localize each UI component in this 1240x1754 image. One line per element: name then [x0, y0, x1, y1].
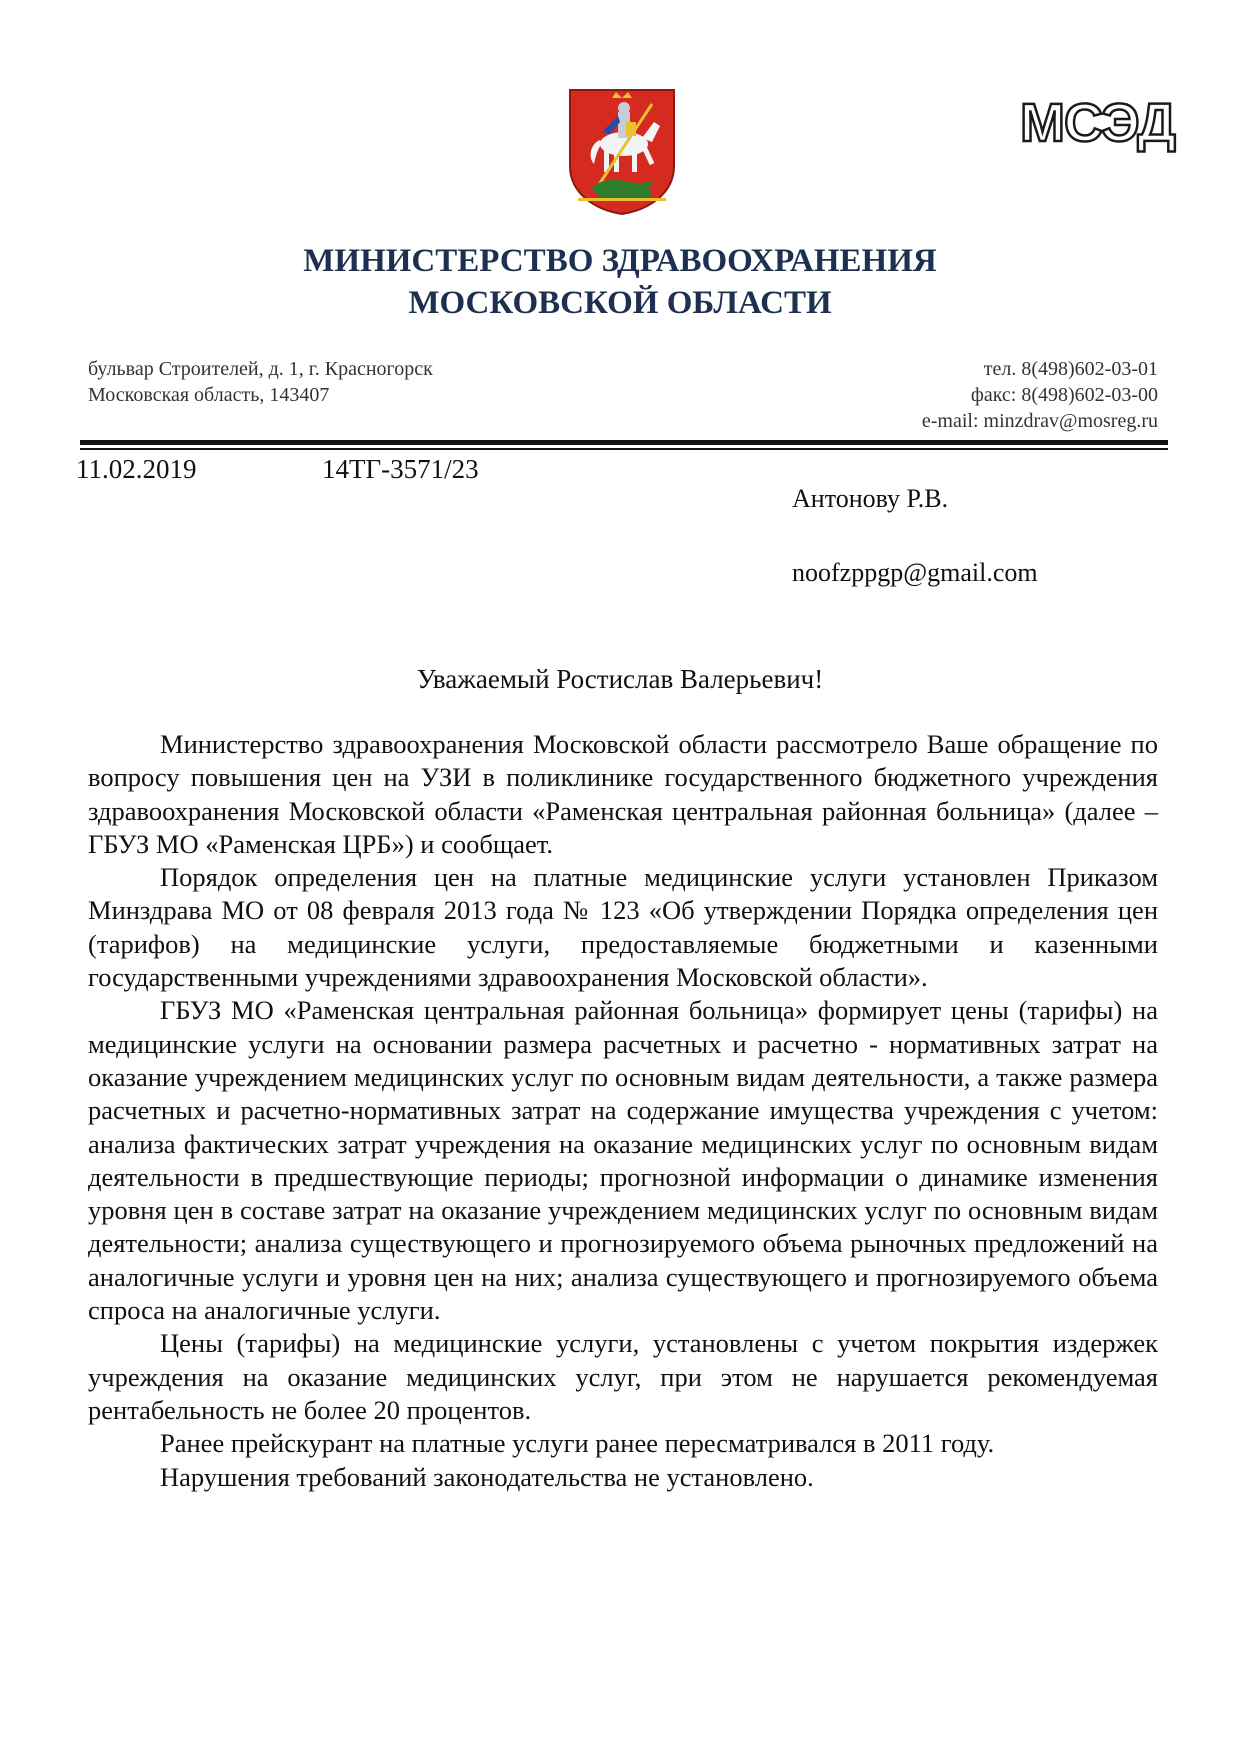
address-line1: бульвар Строителей, д. 1, г. Красногорск [88, 358, 433, 380]
body-paragraph: ГБУЗ МО «Раменская центральная районная больница» формирует цены (тарифы) на медицинские услуги на основании размера расчетных и расчетно - нормативных затрат на оказание учреждением медицинских услуг по основным видам деятельности, а также размера расчетных и расчетно-нормативных затрат на содержание имущества учреждения с учетом: анализа фактических затрат учреждения на оказание медицинских услуг по основным видам деятельности в предшествующие периоды; прогнозной информации о динамике изменения уровня цен в составе затрат на оказание учреждением медицинских услуг по основным видам деятельности; анализа существующего и прогнозируемого объема рыночных предложений на аналогичные услуги и уровня цен на них; анализа существующего и прогнозируемого объема спроса на аналогичные услуги. [88, 995, 1158, 1326]
ministry-contacts [738, 356, 1158, 434]
recipient-email: noofzppgp@gmail.com [792, 558, 1038, 587]
ministry-title-line1: МИНИСТЕРСТВО ЗДРАВООХРАНЕНИЯ [303, 243, 937, 279]
email-line: e-mail: minzdrav@mosreg.ru [921, 410, 1158, 432]
phone-line: тел. 8(498)602-03-01 [983, 358, 1158, 380]
body-paragraph: Порядок определения цен на платные медицинские услуги установлен Приказом Минздрава МО от 08 февраля 2013 года № 123 «Об утверждении Порядка определения цен (тарифов) на медицинские услуги, предоставляемые бюджетными и казенными государственными учреждениями здравоохранения Московской области». [88, 862, 1158, 993]
msed-stamp [1020, 92, 1175, 154]
document-date: 11.02.2019 [76, 454, 197, 484]
fax-line: факс: 8(498)602-03-00 [970, 384, 1158, 406]
recipient-name: Антонову Р.В. [792, 484, 949, 513]
header-divider-thin [80, 448, 1168, 450]
address-line2: Московская область, 143407 [88, 384, 330, 406]
ministry-address [88, 356, 648, 408]
msed-stamp-label: МСЭД [1020, 93, 1175, 153]
document-number: 14ТГ-3571/23 [322, 454, 479, 484]
salutation: Уважаемый Ростислав Валерьевич! [416, 664, 824, 694]
ministry-title-line2: МОСКОВСКОЙ ОБЛАСТИ [408, 285, 832, 321]
body-paragraph: Министерство здравоохранения Московской области рассмотрело Ваше обращение по вопросу повышения цен на УЗИ в поликлинике государственного бюджетного учреждения здравоохранения Московской области «Раменская центральная районная больница» (далее – ГБУЗ МО «Раменская ЦРБ») и сообщает. [88, 729, 1158, 859]
body-paragraph: Ранее прейскурант на платные услуги ранее пересматривался в 2011 году. [160, 1428, 995, 1459]
letter-body [88, 728, 1158, 1494]
body-paragraph: Цены (тарифы) на медицинские услуги, установлены с учетом покрытия издержек учреждения на оказание медицинских услуг, при этом не нарушается рекомендуемая рентабельность не более 20 процентов. [88, 1328, 1158, 1425]
header-divider-thick [80, 440, 1168, 445]
body-paragraph: Нарушения требований законодательства не установлено. [160, 1461, 814, 1492]
coat-of-arms-icon [568, 88, 676, 216]
